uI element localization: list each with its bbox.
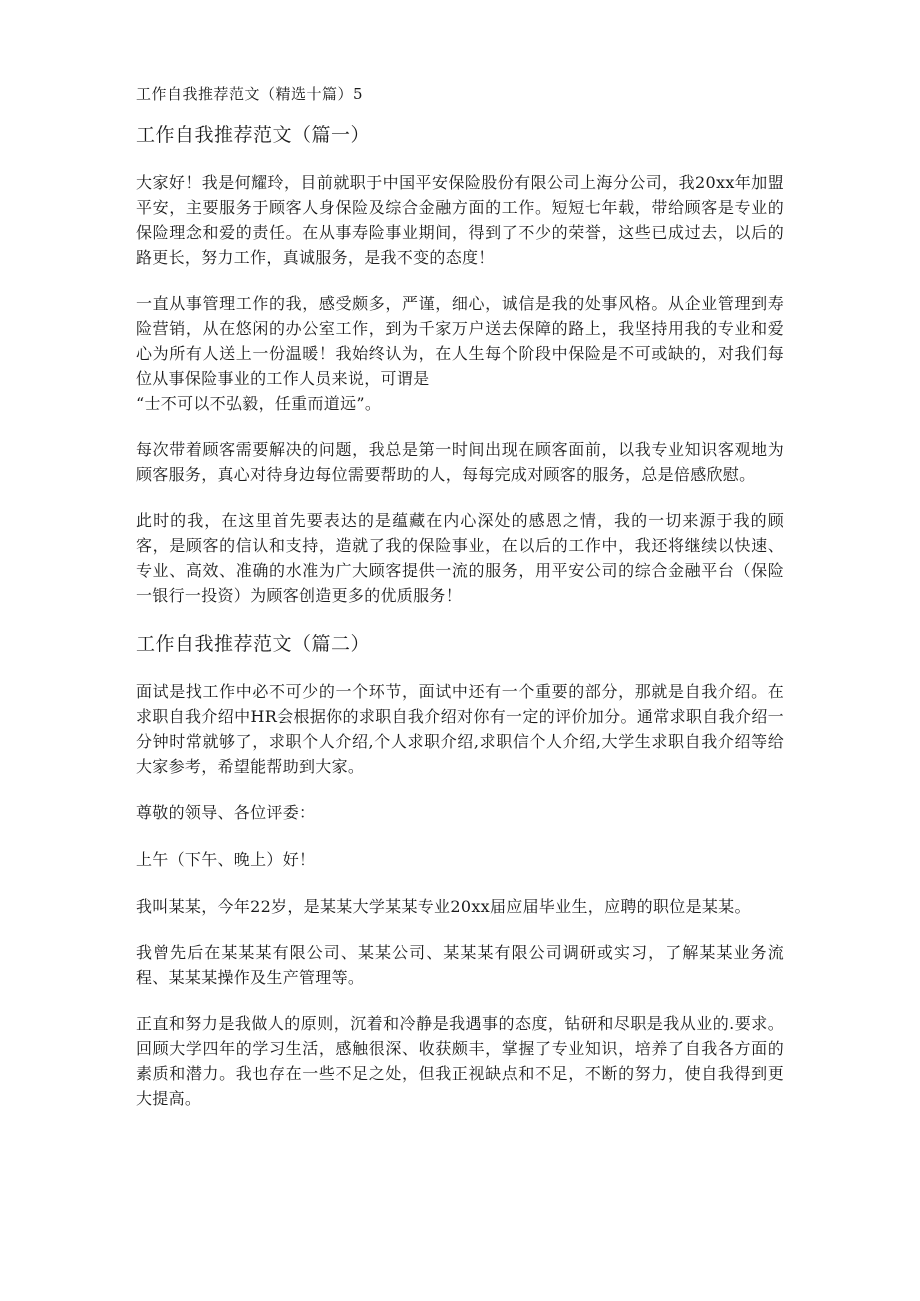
paragraph-with-quote: [136, 291, 784, 416]
paragraph-text: 一直从事管理工作的我，感受颇多，严谨，细心，诚信是我的处事风格。从企业管理到寿险营销，从在悠闲的办公室工作，到为千家万户送去保障的路上，我坚持用我的专业和爱心为所有人送上一份温暖！我始终认为，在人生每个阶段中保险是不可或缺的，对我们每位从事保险事业的工作人员来说，可谓是: [136, 294, 784, 388]
paragraph: 每次带着顾客需要解决的问题，我总是第一时间出现在顾客面前，以我专业知识客观地为顾客服务，真心对待身边每位需要帮助的人，每每完成对顾客的服务，总是倍感欣慰。: [136, 440, 784, 484]
paragraph: 大家好！我是何耀玲，目前就职于中国平安保险股份有限公司上海分公司，我20xx年加盟平安，主要服务于顾客人身保险及综合金融方面的工作。短短七年载，带给顾客是专业的保险理念和爱的责任。在从事寿险事业期间，得到了不少的荣誉，这些已成过去，以后的路更长，努力工作，真诚服务，是我不变的态度！: [136, 173, 784, 267]
section-heading-1: 工作自我推荐范文（篇一）: [136, 124, 371, 146]
section-heading-2: 工作自我推荐范文（篇二）: [136, 633, 371, 655]
document-page: [136, 82, 784, 1132]
paragraph: 正直和努力是我做人的原则，沉着和冷静是我遇事的态度，钻研和尽职是我从业的.要求。回顾大学四年的学习生活，感触很深、收获颇丰，掌握了专业知识，培养了自我各方面的素质和潜力。我也存在一些不足之处，但我正视缺点和不足，不断的努力，使自我得到更大提高。: [136, 1014, 784, 1108]
paragraph: 我曾先后在某某某有限公司、某某公司、某某某有限公司调研或实习，了解某某业务流程、某某某操作及生产管理等。: [136, 943, 784, 987]
document-title: 工作自我推荐范文（精选十篇）5: [136, 85, 364, 103]
paragraph: 我叫某某，今年22岁，是某某大学某某专业20xx届应届毕业生，应聘的职位是某某。: [136, 897, 751, 916]
paragraph: 面试是找工作中必不可少的一个环节，面试中还有一个重要的部分，那就是自我介绍。在求职自我介绍中HR会根据你的求职自我介绍对你有一定的评价加分。通常求职自我介绍一分钟时常就够了，求职个人介绍,个人求职介绍,求职信个人介绍,大学生求职自我介绍等给大家参考，希望能帮助到大家。: [136, 682, 784, 776]
greeting: 上午（下午、晚上）好！: [136, 850, 316, 869]
salutation: 尊敬的领导、各位评委：: [136, 803, 316, 822]
paragraph: 此时的我，在这里首先要表达的是蕴藏在内心深处的感恩之情，我的一切来源于我的顾客，是顾客的信认和支持，造就了我的保险事业，在以后的工作中，我还将继续以快速、专业、高效、准确的水准为广大顾客提供一流的服务，用平安公司的综合金融平台（保险一银行一投资）为顾客创造更多的优质服务！: [136, 511, 784, 605]
quote-text: “士不可以不弘毅，任重而道远”。: [136, 394, 382, 413]
